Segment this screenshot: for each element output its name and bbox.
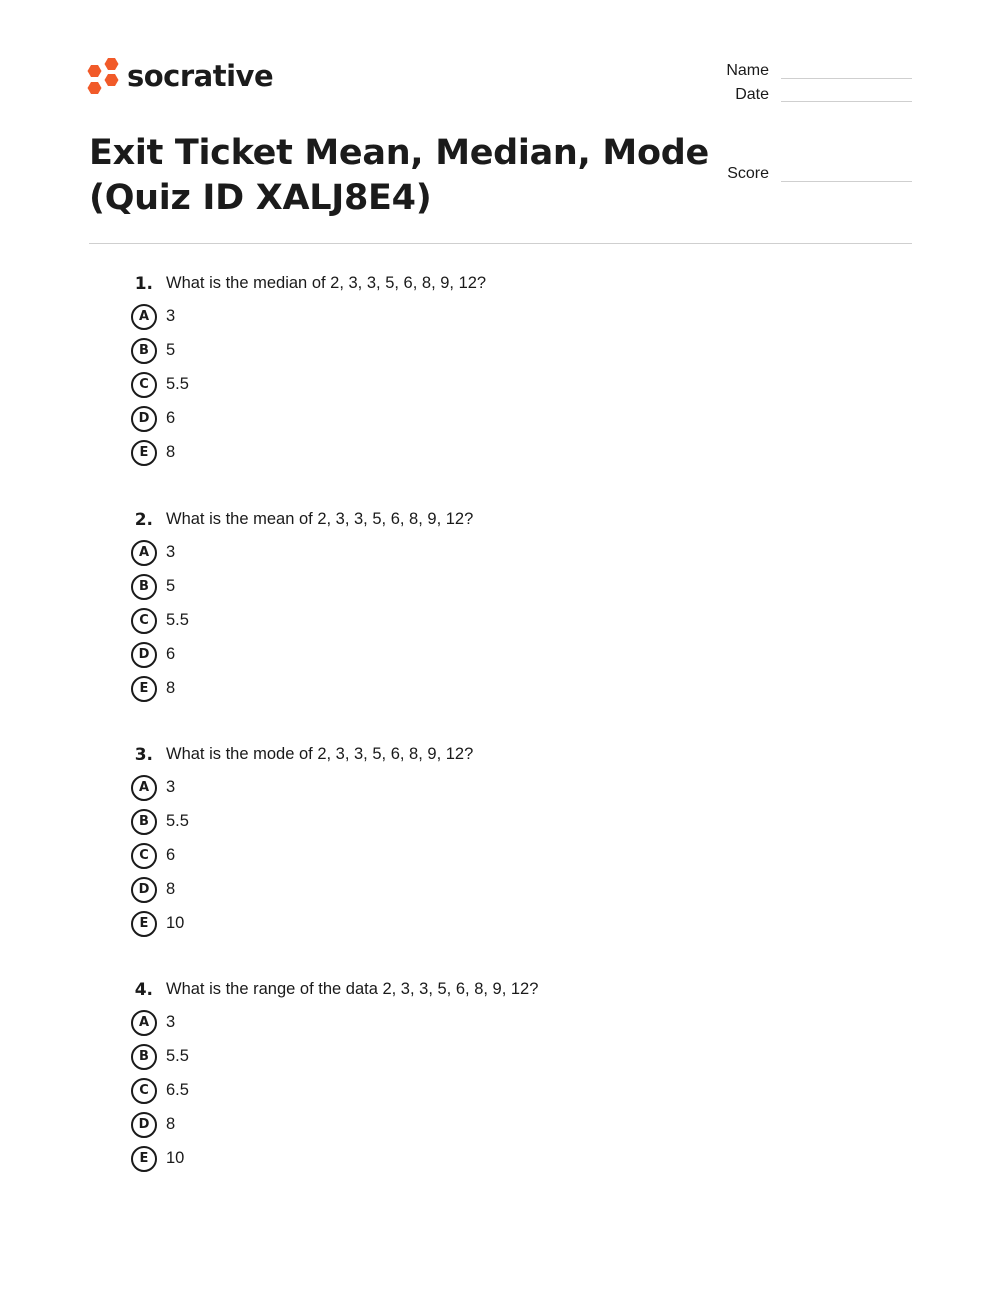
option-text: 3 (166, 778, 176, 796)
option-letter-circle[interactable]: A (131, 1010, 157, 1036)
option-text: 5.5 (166, 375, 189, 393)
option-letter-circle[interactable]: B (131, 338, 157, 364)
option-text: 10 (166, 1149, 185, 1167)
option-letter-circle[interactable]: D (131, 642, 157, 668)
logo-text: socrative (127, 59, 274, 93)
option-letter-circle[interactable]: D (131, 406, 157, 432)
option-text: 3 (166, 1013, 176, 1031)
question-number: 1. (134, 274, 153, 294)
option-letter-circle[interactable]: E (131, 1146, 157, 1172)
name-line (781, 78, 912, 79)
name-label: Name (726, 62, 769, 79)
header-divider (89, 243, 912, 244)
question-number: 3. (134, 745, 153, 765)
question-text: What is the mode of 2, 3, 3, 5, 6, 8, 9, 12? (166, 745, 474, 763)
score-line (781, 181, 912, 182)
option-text: 5.5 (166, 812, 189, 830)
option-letter-circle[interactable]: B (131, 1044, 157, 1070)
option-text: 5 (166, 341, 176, 359)
question-number: 4. (134, 980, 153, 1000)
option-letter-circle[interactable]: C (131, 608, 157, 634)
option-letter-circle[interactable]: E (131, 911, 157, 937)
option-letter-circle[interactable]: D (131, 877, 157, 903)
score-label: Score (727, 165, 769, 182)
question-number: 2. (134, 510, 153, 530)
option-letter-circle[interactable]: C (131, 1078, 157, 1104)
option-text: 5.5 (166, 1047, 189, 1065)
option-text: 6 (166, 409, 176, 427)
question-text: What is the median of 2, 3, 3, 5, 6, 8, 9, 12? (166, 274, 487, 292)
hexagon-logo-icon (86, 56, 122, 98)
socrative-logo (86, 56, 276, 100)
option-text: 8 (166, 679, 176, 697)
option-text: 3 (166, 543, 176, 561)
option-letter-circle[interactable]: A (131, 304, 157, 330)
option-letter-circle[interactable]: A (131, 540, 157, 566)
option-letter-circle[interactable]: C (131, 372, 157, 398)
option-text: 10 (166, 914, 185, 932)
date-line (781, 101, 912, 102)
question-text: What is the mean of 2, 3, 3, 5, 6, 8, 9, 12? (166, 510, 474, 528)
date-label: Date (735, 86, 769, 103)
option-text: 6 (166, 846, 176, 864)
option-letter-circle[interactable]: D (131, 1112, 157, 1138)
question-text: What is the range of the data 2, 3, 3, 5, 6, 8, 9, 12? (166, 980, 539, 998)
option-letter-circle[interactable]: E (131, 676, 157, 702)
option-letter-circle[interactable]: C (131, 843, 157, 869)
option-text: 8 (166, 443, 176, 461)
option-letter-circle[interactable]: B (131, 574, 157, 600)
option-text: 8 (166, 880, 176, 898)
option-letter-circle[interactable]: A (131, 775, 157, 801)
option-text: 6 (166, 645, 176, 663)
option-text: 3 (166, 307, 176, 325)
page-title: Exit Ticket Mean, Median, Mode (Quiz ID XALJ8E4) (89, 133, 709, 218)
option-text: 8 (166, 1115, 176, 1133)
option-text: 5.5 (166, 611, 189, 629)
option-text: 6.5 (166, 1081, 189, 1099)
option-letter-circle[interactable]: E (131, 440, 157, 466)
option-text: 5 (166, 577, 176, 595)
option-letter-circle[interactable]: B (131, 809, 157, 835)
